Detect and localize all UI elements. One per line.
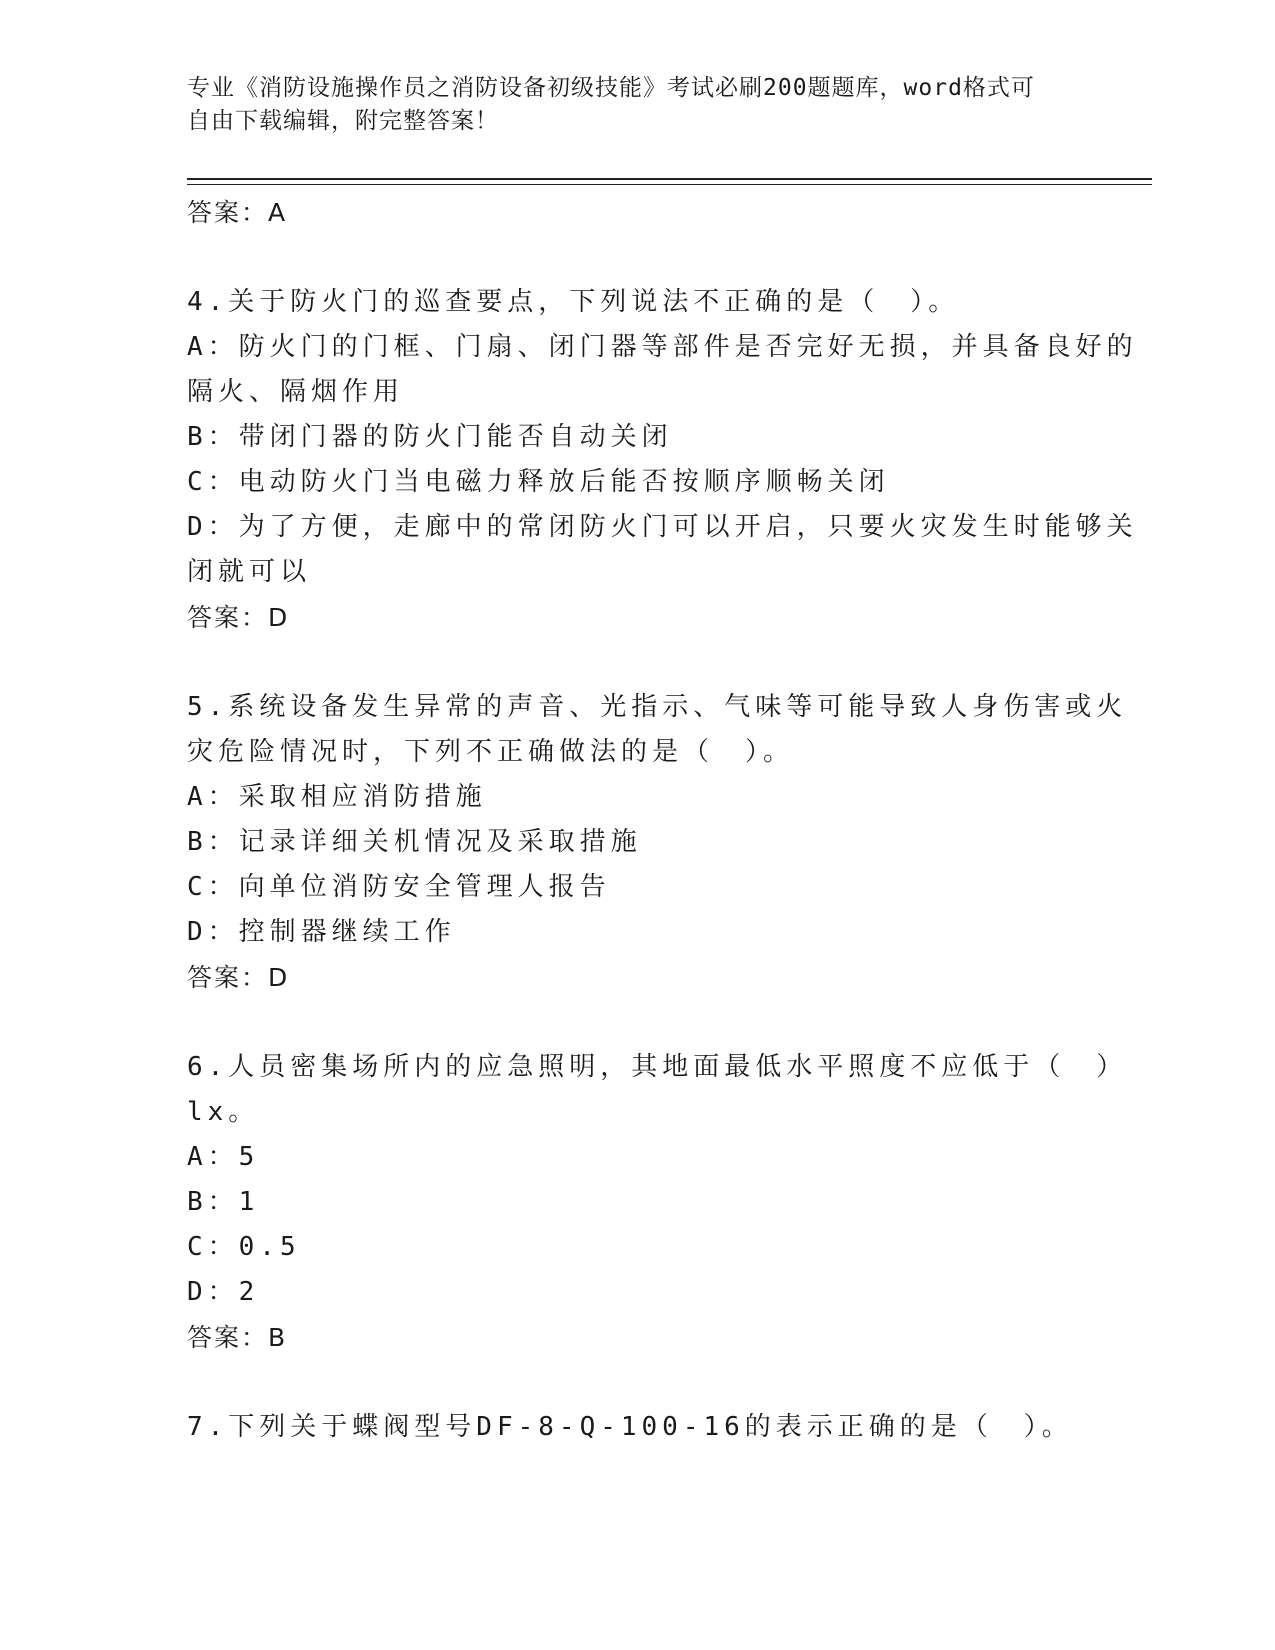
option-c: C：电动防火门当电磁力释放后能否按顺序顺畅关闭: [187, 467, 890, 497]
spacer: [187, 640, 1087, 685]
option-b: B：记录详细关机情况及采取措施: [187, 827, 642, 857]
option-a: A：采取相应消防措施: [187, 782, 487, 812]
option-b: B：1: [187, 1187, 260, 1217]
answer-line: 答案：B: [187, 1323, 288, 1352]
option-c: C：0.5: [187, 1232, 301, 1262]
header-line-2: 自由下载编辑，附完整答案！: [187, 108, 499, 134]
header-rule-thick: [187, 178, 1152, 180]
spacer: [187, 1000, 1087, 1045]
option-a: A：防火门的门框、门扇、闭门器等部件是否完好无损，并具备良好的: [187, 332, 1138, 362]
question-block: [187, 685, 1128, 1000]
answer-line: 答案：D: [187, 963, 290, 992]
question-stem-continued: lx。: [187, 1097, 260, 1127]
question-stem: 4.关于防火门的巡查要点，下列说法不正确的是（ ）。: [187, 287, 960, 317]
question-block: [187, 1045, 1128, 1360]
option-d: D：控制器继续工作: [187, 917, 456, 947]
option-d-continued: 闭就可以: [187, 557, 312, 587]
header-line-1: 专业《消防设施操作员之消防设备初级技能》考试必刷200题题库，word格式可: [187, 75, 1035, 101]
question-stem: 5.系统设备发生异常的声音、光指示、气味等可能导致人身伤害或火: [187, 692, 1128, 722]
question-stem-continued: 灾危险情况时，下列不正确做法的是（ ）。: [187, 737, 795, 767]
option-d: D：2: [187, 1277, 260, 1307]
spacer: [187, 1360, 1087, 1405]
answer-line: 答案：A: [187, 198, 288, 227]
document-header: [187, 72, 1087, 138]
option-c: C：向单位消防安全管理人报告: [187, 872, 611, 902]
option-a: A：5: [187, 1142, 260, 1172]
question-block: [187, 1405, 1087, 1450]
answer-line: 答案：D: [187, 603, 290, 632]
question-list: [187, 190, 1138, 1450]
question-stem: 6.人员密集场所内的应急照明，其地面最低水平照度不应低于（ ）: [187, 1052, 1128, 1082]
option-d: D：为了方便，走廊中的常闭防火门可以开启，只要火灾发生时能够关: [187, 512, 1138, 542]
option-b: B：带闭门器的防火门能否自动关闭: [187, 422, 673, 452]
question-stem: 7.下列关于蝶阀型号DF-8-Q-100-16的表示正确的是（ ）。: [187, 1412, 1073, 1442]
option-a-continued: 隔火、隔烟作用: [187, 377, 405, 407]
spacer: [187, 235, 1087, 280]
header-rule-thin: [187, 184, 1152, 185]
question-block: [187, 280, 1138, 640]
